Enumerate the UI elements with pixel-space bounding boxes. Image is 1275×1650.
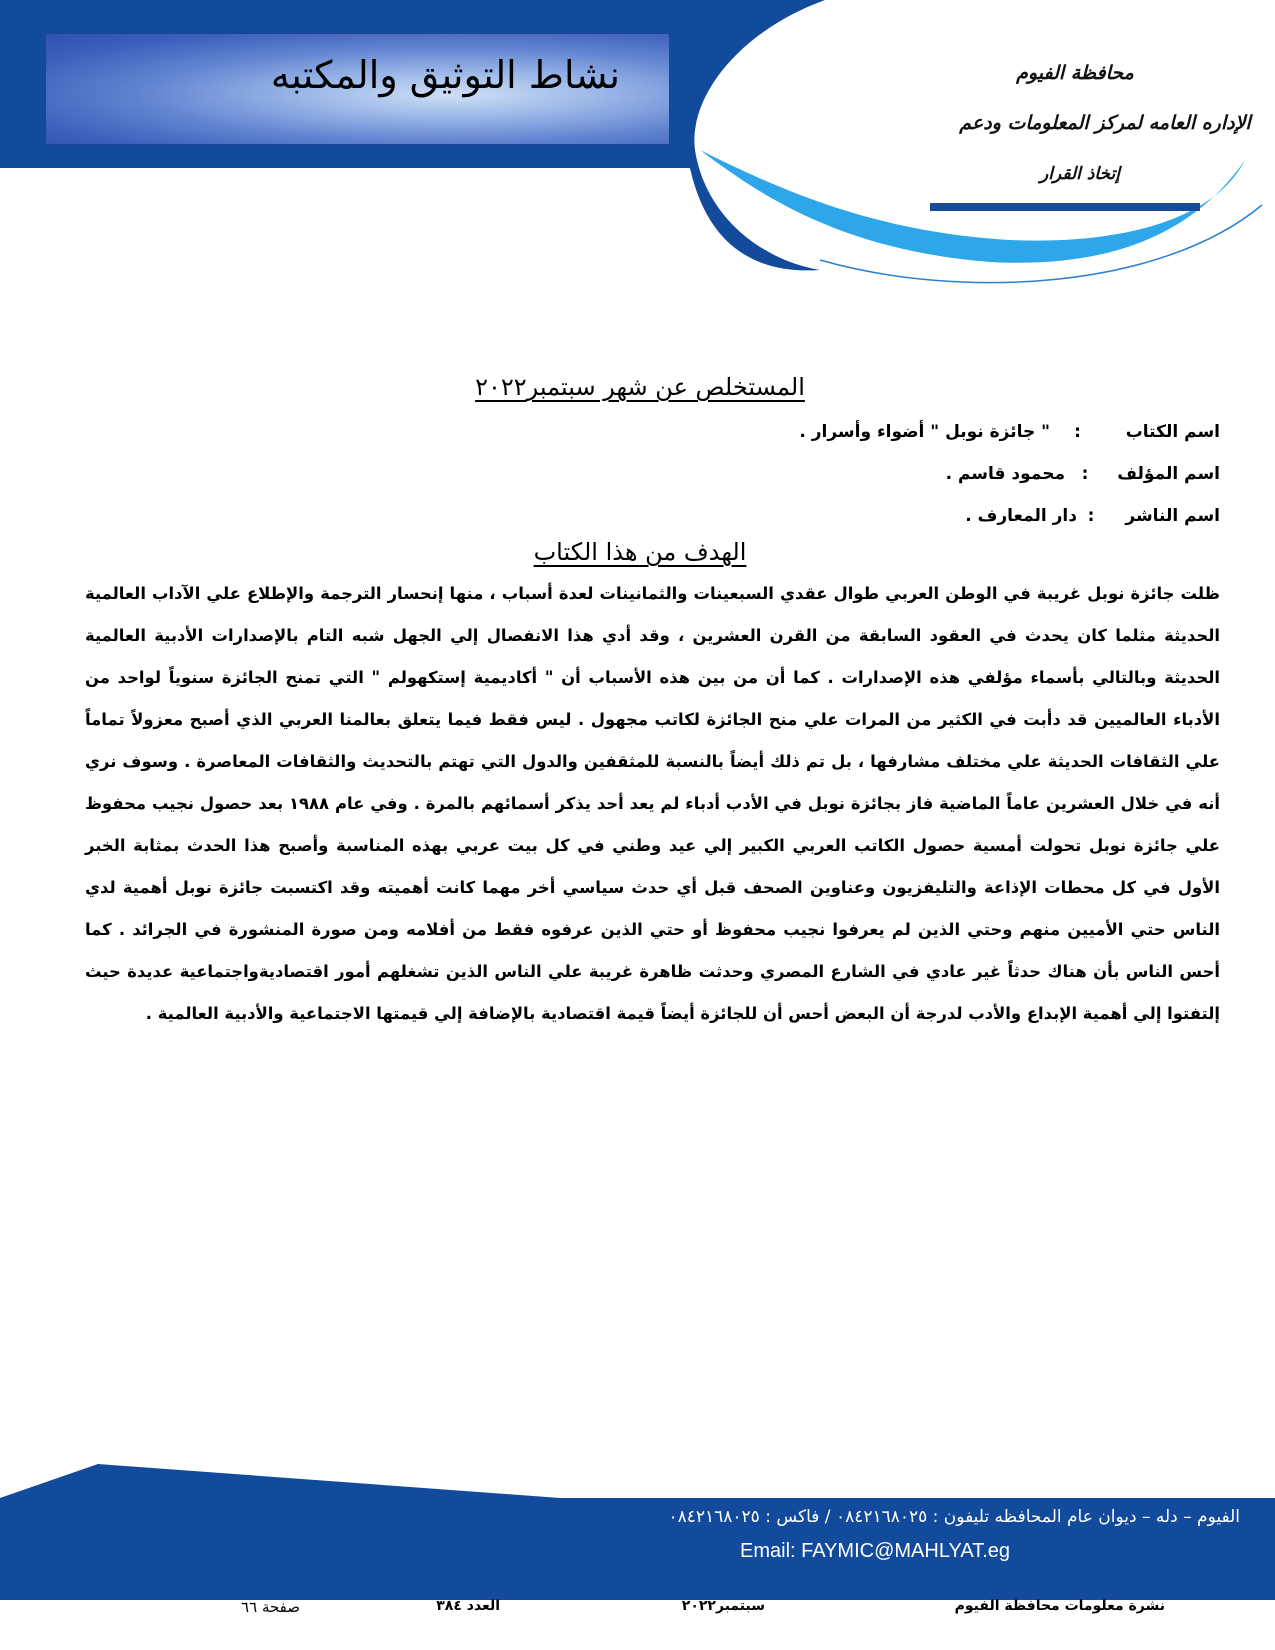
book-publisher-colon: : <box>1087 506 1095 526</box>
summary-heading: المستخلص عن شهر سبتمبر٢٠٢٢ <box>475 373 805 401</box>
body-paragraph: ظلت جائزة نوبل غريبة في الوطن العربي طوال عقدي السبعينات والثمانينات لعدة أسباب ، منها إنحسار الترجمة والإطلاع علي الآداب العالمية الحديثة مثلما كان يحدث في العقود السابقة من القرن العشرين ، وقد أدي هذا الانفصال إلي الجهل شبه التام بالإصدارات الأدبية العالمية الحديثة وبالتالي بأسماء مؤلفي هذه الإصدارات . كما أن من بين هذه الأسباب أن " أكاديمية إستكهولم " التي تمنح الجائزة سنوياً لواحد من الأدباء العالميين قد دأبت في الكثير من المرات علي منح الجائزة لكاتب مجهول . ليس فقط فيما يتعلق بعالمنا العربي الذي أصبح معزولاً تماماً علي الثقافات الحديثة علي مختلف مشارفها ، بل تم ذلك أيضاً بالنسبة للمثقفين والدول التي تهتم بالتحديث والثقافات المعاصرة . وسوف نري أنه في خلال العشرين عاماً الماضية فاز بجائزة نوبل في الأدب أدباء لم يعد أحد يذكر أسمائهم بالمرة . وفي عام ١٩٨٨ بعد حصول نجيب محفوظ علي جائزة نوبل تحولت أمسية حصول الكاتب العربي الكبير إلي عيد وطني في كل بيت عربي بهذه المناسبة وأصبح هذا الحدث بمثابة الخبر الأول في كل محطات الإذاعة والتليفزيون وعناوين الصحف قبل أي حدث سياسي أخر مهما كانت أهميته وقد اكتسبت جائزة نوبل أهمية لدي الناس حتي الأميين منهم وحتي الذين لم يعرفوا نجيب محفوظ أو حتي الذين عرفوه فقط من أفلامه ومن صورة المنشورة في الجرائد . كما أحس الناس بأن هناك حدثاً غير عادي في الشارع المصري وحدثت ظاهرة غريبة علي الناس الذين تشغلهم أمور اقتصاديةواجتماعية عديدة حيث إلتفتوا إلي أهمية الإبداع والأدب لدرجة أن البعض أحس أن للجائزة أيضاً قيمة اقتصادية بالإضافة إلي قيمتها الاجتماعية والأدبية العالمية . <box>85 584 1220 1023</box>
book-publisher-value: دار المعارف . <box>965 506 1077 526</box>
book-author-row <box>946 464 1220 484</box>
book-author-label: اسم المؤلف <box>1117 464 1220 484</box>
book-title-colon: : <box>1074 422 1081 442</box>
footer-banner <box>0 1464 1275 1600</box>
footer-background <box>0 1460 1275 1600</box>
book-publisher-label: اسم الناشر <box>1125 506 1220 526</box>
book-title-label: اسم الكتاب <box>1125 422 1220 442</box>
book-author-value: محمود قاسم . <box>945 464 1065 484</box>
book-title-row <box>799 422 1220 442</box>
goal-heading: الهدف من هذا الكتاب <box>533 538 747 566</box>
bulletin-name: نشرة معلومات محافظة الفيوم <box>954 1598 1165 1614</box>
org-underline-bar <box>930 203 1200 211</box>
issue-number: العدد ٣٨٤ <box>436 1598 500 1614</box>
org-department-cont: إتخاذ القرار <box>1040 164 1120 184</box>
book-author-colon: : <box>1081 464 1089 484</box>
page-number: صفحة ٦٦ <box>241 1598 300 1616</box>
book-publisher-row <box>965 506 1220 526</box>
book-title-value: " جائزة نوبل " أضواء وأسرار . <box>799 422 1050 442</box>
footer-contact: الفيوم – دله – ديوان عام المحافظه تليفون : ٠٨٤٢١٦٨٠٢٥ / فاكس : ٠٨٤٢١٦٨٠٢٥ <box>668 1507 1240 1527</box>
org-governorate: محافظة الفيوم <box>1016 62 1134 84</box>
issue-date: سبتمبر٢٠٢٢ <box>681 1598 765 1614</box>
page-title: نشاط التوثيق والمكتبه <box>270 53 620 97</box>
footer-email[interactable]: Email: FAYMIC@MAHLYAT.eg <box>740 1540 1010 1562</box>
org-department: الإداره العامه لمركز المعلومات ودعم <box>959 112 1251 134</box>
